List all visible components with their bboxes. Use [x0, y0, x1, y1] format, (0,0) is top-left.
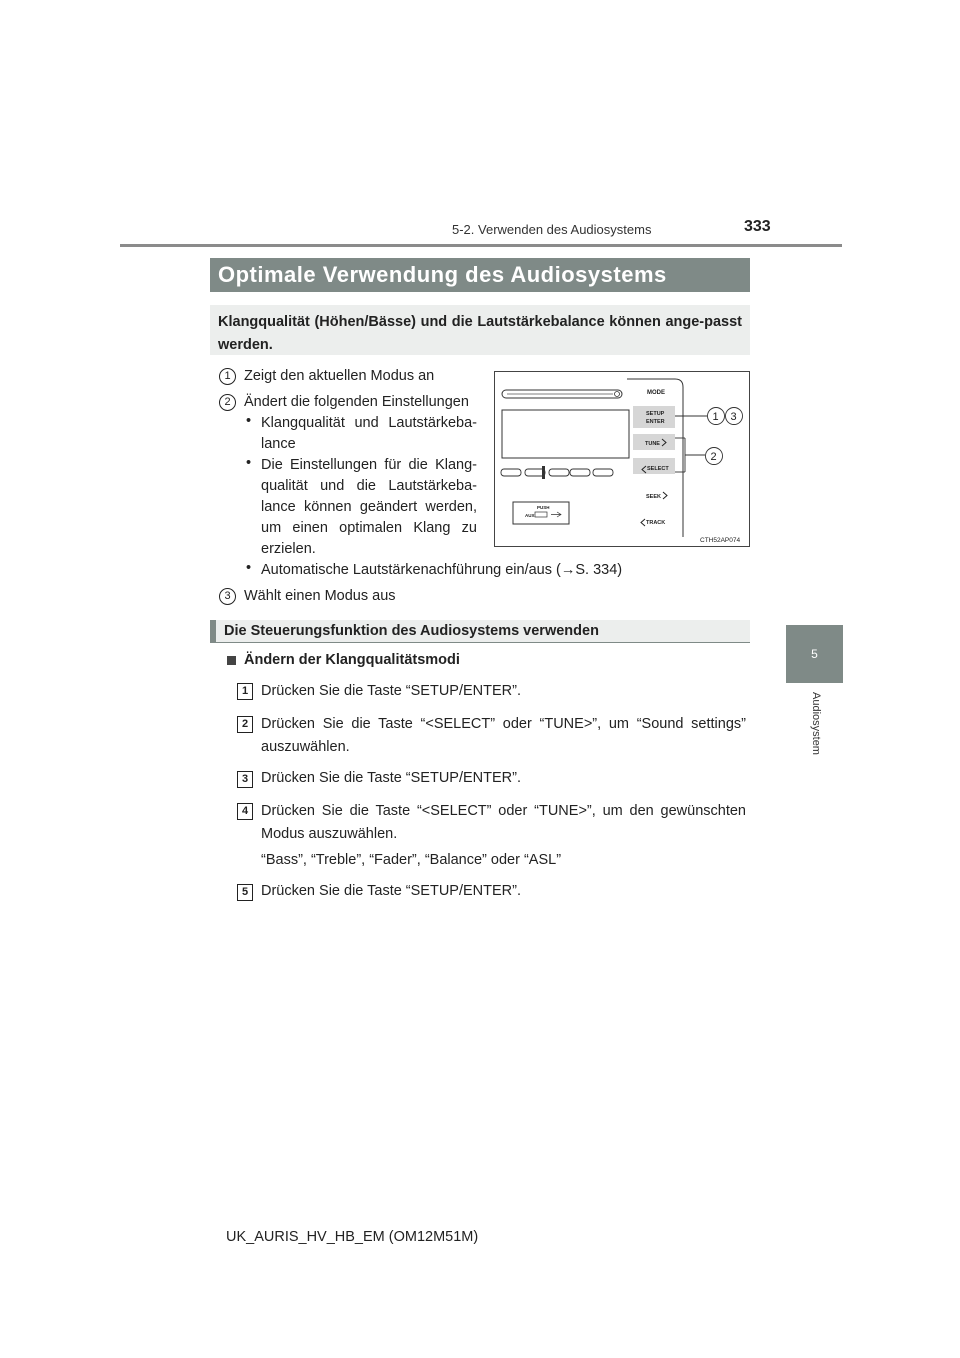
audio-unit-figure — [494, 371, 750, 547]
bullet-2-line-1: Die Einstellungen für die Klang- — [261, 457, 477, 473]
select-button-label: SELECT — [647, 466, 669, 472]
item-number-3: 3 — [219, 588, 236, 605]
setup-button-label: SETUP — [646, 411, 665, 417]
audio-unit-illustration — [495, 372, 751, 548]
bullet-2-line-2: qualität und die Lautstärkeba- — [261, 478, 477, 494]
figure-code: CTH52AP074 — [700, 537, 741, 544]
step-number-2: 2 — [237, 716, 253, 733]
callout-2: 2 — [710, 451, 717, 463]
bullet-2-line-4: um einen optimalen Klang zu — [261, 520, 477, 536]
bullet-3: Automatische Lautstärkenachführung ein/aus (→S. 334) — [261, 562, 623, 578]
header-rule — [120, 244, 842, 247]
push-label: PUSH — [537, 505, 550, 510]
callout-1: 1 — [712, 411, 719, 423]
enter-button-label: ENTER — [646, 419, 665, 425]
section-title: Optimale Verwendung des Audiosystems — [210, 258, 750, 292]
document-code-footer: UK_AURIS_HV_HB_EM (OM12M51M) — [226, 1229, 479, 1245]
step-text-5: Drücken Sie die Taste “SETUP/ENTER”. — [261, 883, 522, 899]
bullet-1-line-2: lance — [261, 436, 296, 452]
item-number-2: 2 — [219, 394, 236, 411]
mode-button-label: MODE — [647, 390, 665, 396]
procedure-title: Ändern der Klangqualitätsmodi — [244, 652, 460, 668]
intro-box — [210, 305, 750, 355]
page-number: 333 — [744, 218, 771, 235]
aux-label: AUX — [525, 513, 535, 518]
sub-heading: Die Steuerungsfunktion des Audiosystems verwenden — [210, 620, 750, 643]
chapter-tab — [786, 625, 843, 683]
step-text-3: Drücken Sie die Taste “SETUP/ENTER”. — [261, 770, 522, 786]
bullet-dot: • — [246, 560, 252, 576]
track-button-label: TRACK — [646, 520, 666, 526]
chapter-number: 5 — [811, 647, 818, 661]
step-text-2-line-2: auszuwählen. — [261, 739, 350, 755]
step-text-2-line-1: Drücken Sie die Taste “<SELECT” oder “TUNE>”, um “Sound settings” — [261, 716, 746, 732]
step-number-4: 4 — [237, 803, 253, 820]
item-text-1: Zeigt den aktuellen Modus an — [244, 368, 435, 384]
item-text-2: Ändert die folgenden Einstellungen — [244, 394, 469, 410]
step-text-4-line-2: Modus auszuwählen. — [261, 826, 398, 842]
step-text-4-line-1: Drücken Sie die Taste “<SELECT” oder “TUNE>”, um den gewünschten — [261, 803, 746, 819]
bullet-2-line-5: erzielen. — [261, 541, 316, 557]
mode-options-note: “Bass”, “Treble”, “Fader”, “Balance” oder “ASL” — [261, 852, 562, 868]
tune-button-label: TUNE — [645, 441, 660, 447]
seek-button-label: SEEK — [646, 494, 661, 500]
chapter-label: Audiosystem — [810, 692, 822, 755]
step-number-1: 1 — [237, 683, 253, 700]
intro-text: Klangqualität (Höhen/Bässe) und die Lautstärkebalance können ange-passt werden. — [218, 314, 742, 353]
step-number-3: 3 — [237, 771, 253, 788]
running-header-section: 5-2. Verwenden des Audiosystems — [452, 222, 652, 237]
step-text-1: Drücken Sie die Taste “SETUP/ENTER”. — [261, 683, 522, 699]
bullet-2-line-3: lance können geändert werden, — [261, 499, 477, 515]
item-number-1: 1 — [219, 368, 236, 385]
bullet-dot: • — [246, 455, 252, 471]
square-bullet-icon — [227, 656, 236, 665]
callout-3: 3 — [730, 411, 737, 423]
bullet-dot: • — [246, 413, 252, 429]
bullet-1-line-1: Klangqualität und Lautstärkeba- — [261, 415, 477, 431]
step-number-5: 5 — [237, 884, 253, 901]
item-text-3: Wählt einen Modus aus — [244, 588, 396, 604]
